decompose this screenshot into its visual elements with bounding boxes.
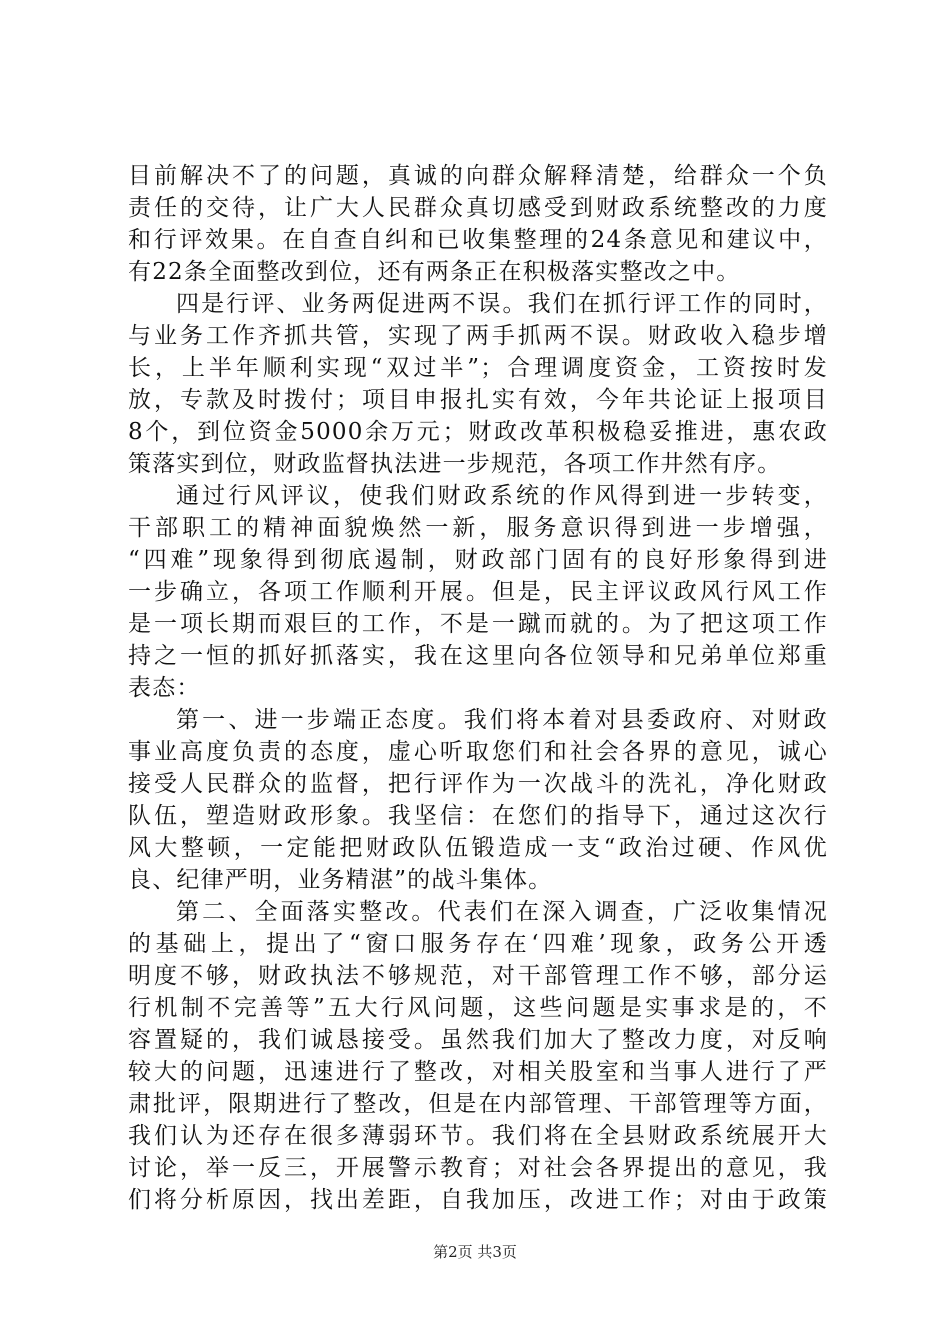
body-text bbox=[128, 160, 828, 1216]
text-line: 与业务工作齐抓共管，实现了两手抓两不误。财政收入稳步增 bbox=[128, 323, 828, 349]
text-line: 通过行风评议，使我们财政系统的作风得到进一步转变， bbox=[176, 483, 828, 509]
text-line: 队伍，塑造财政形象。我坚信：在您们的指导下，通过这次行 bbox=[128, 803, 828, 829]
text-line: 干部职工的精神面貌焕然一新，服务意识得到进一步增强， bbox=[128, 515, 828, 541]
text-line: 明度不够，财政执法不够规范，对干部管理工作不够，部分运 bbox=[128, 963, 828, 989]
text-line: 我们认为还存在很多薄弱环节。我们将在全县财政系统展开大 bbox=[128, 1123, 828, 1149]
text-line: 容置疑的，我们诚恳接受。虽然我们加大了整改力度，对反响 bbox=[128, 1027, 828, 1053]
text-line: 是一项长期而艰巨的工作，不是一蹴而就的。为了把这项工作 bbox=[128, 611, 828, 637]
text-line: 较大的问题，迅速进行了整改，对相关股室和当事人进行了严 bbox=[128, 1059, 828, 1085]
text-line: “四难”现象得到彻底遏制，财政部门固有的良好形象得到进 bbox=[128, 547, 828, 573]
text-line: 策落实到位，财政监督执法进一步规范，各项工作井然有序。 bbox=[128, 451, 782, 477]
text-line: 第二、全面落实整改。代表们在深入调查，广泛收集情况 bbox=[176, 899, 828, 925]
text-line: 的基础上，提出了“窗口服务存在‘四难’现象，政务公开透 bbox=[128, 931, 828, 957]
text-line: 们将分析原因，找出差距，自我加压，改进工作；对由于政策 bbox=[128, 1187, 828, 1213]
text-line: 第一、进一步端正态度。我们将本着对县委政府、对财政 bbox=[176, 707, 828, 733]
text-line: 风大整顿，一定能把财政队伍锻造成一支“政治过硬、作风优 bbox=[128, 835, 828, 861]
page-number-footer: 第2页 共3页 bbox=[433, 1243, 517, 1261]
text-line: 四是行评、业务两促进两不误。我们在抓行评工作的同时， bbox=[176, 291, 828, 317]
text-line: 表态： bbox=[128, 675, 201, 701]
text-line: 接受人民群众的监督，把行评作为一次战斗的洗礼，净化财政 bbox=[128, 771, 828, 797]
text-line: 长，上半年顺利实现“双过半”；合理调度资金，工资按时发 bbox=[128, 355, 828, 381]
text-line: 8个，到位资金5000余万元；财政改革积极稳妥推进，惠农政 bbox=[128, 419, 828, 445]
text-line: 良、纪律严明，业务精湛”的战斗集体。 bbox=[128, 867, 553, 893]
text-line: 持之一恒的抓好抓落实，我在这里向各位领导和兄弟单位郑重 bbox=[128, 643, 828, 669]
text-line: 目前解决不了的问题，真诚的向群众解释清楚，给群众一个负 bbox=[128, 163, 828, 189]
text-line: 肃批评，限期进行了整改，但是在内部管理、干部管理等方面， bbox=[128, 1091, 828, 1117]
text-line: 事业高度负责的态度，虚心听取您们和社会各界的意见，诚心 bbox=[128, 739, 828, 765]
text-line: 责任的交待，让广大人民群众真切感受到财政系统整改的力度 bbox=[128, 195, 828, 221]
text-line: 放，专款及时拨付；项目申报扎实有效，今年共论证上报项目 bbox=[128, 387, 828, 413]
text-line: 讨论，举一反三，开展警示教育；对社会各界提出的意见，我 bbox=[128, 1155, 828, 1181]
text-line: 和行评效果。在自查自纠和已收集整理的24条意见和建议中， bbox=[128, 227, 828, 253]
text-line: 行机制不完善等”五大行风问题，这些问题是实事求是的，不 bbox=[128, 995, 828, 1021]
text-line: 一步确立，各项工作顺利开展。但是，民主评议政风行风工作 bbox=[128, 579, 828, 605]
text-line: 有22条全面整改到位，还有两条正在积极落实整改之中。 bbox=[128, 259, 741, 285]
